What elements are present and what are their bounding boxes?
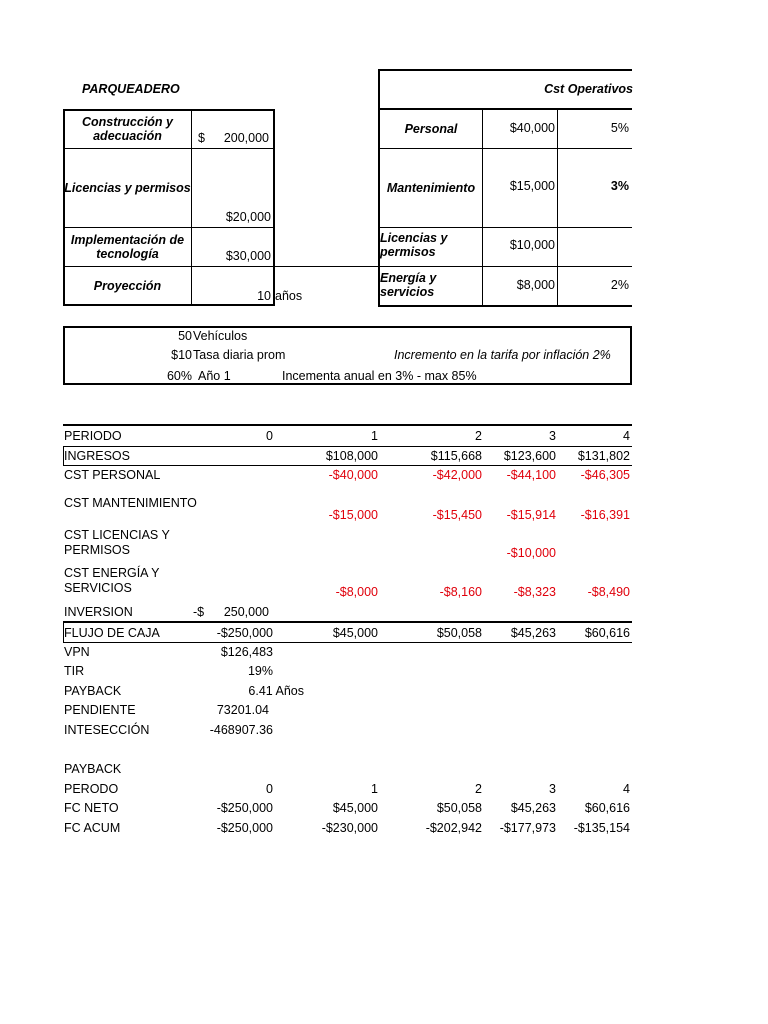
energy-cost-cell: -$8,490: [587, 585, 630, 599]
investment-label: Proyección: [93, 279, 162, 293]
page-title: PARQUEADERO: [82, 82, 180, 96]
occupancy-label: Año 1: [198, 369, 231, 383]
daily-rate-label: Tasa diaria prom: [193, 348, 286, 362]
cost-value: $40,000: [509, 121, 555, 135]
fc-net-cell: $60,616: [584, 801, 630, 815]
vpn-value: $126,483: [220, 645, 273, 659]
occupancy-value: 60%: [166, 369, 192, 383]
tir-value: 19%: [247, 664, 273, 678]
divider: [482, 109, 483, 306]
divider: [63, 446, 632, 447]
cost-label: Energía y servicios: [380, 271, 437, 299]
payback-value: 6.41 Años: [248, 684, 304, 698]
divider: [379, 227, 632, 228]
payback-period-cell: 3: [549, 782, 556, 796]
payback-period-label: PERODO: [64, 782, 119, 796]
currency-symbol: $: [198, 131, 205, 145]
license-cost-label: CST LICENCIAS Y PERMISOS: [64, 528, 170, 557]
investment-label: Implementación de tecnología: [70, 233, 185, 261]
personnel-cost-cell: -$46,305: [580, 468, 630, 482]
fc-net-label: FC NETO: [64, 801, 119, 815]
period-label: PERIODO: [64, 429, 122, 443]
cash-flow-cell: -$250,000: [216, 626, 273, 640]
cost-value: $8,000: [516, 278, 555, 292]
payback-period-cell: 1: [371, 782, 378, 796]
income-cell: $108,000: [325, 449, 378, 463]
investment-prefix: -$: [193, 605, 205, 619]
fc-net-cell: $45,263: [510, 801, 556, 815]
investment-label: INVERSION: [64, 605, 133, 619]
investment-label: Licencias y permisos: [64, 181, 191, 195]
divider: [63, 621, 632, 623]
divider: [63, 465, 632, 466]
fc-acum-cell: -$230,000: [321, 821, 378, 835]
projection-years: 10: [257, 289, 271, 303]
license-cost-cell: -$10,000: [506, 546, 556, 560]
personnel-cost-cell: -$44,100: [506, 468, 556, 482]
tir-label: TIR: [64, 664, 85, 678]
energy-cost-cell: -$8,323: [513, 585, 556, 599]
investment-value: 200,000: [223, 131, 269, 145]
personnel-cost-label: CST PERSONAL: [64, 468, 161, 482]
income-label: INGRESOS: [64, 449, 130, 463]
energy-cost-cell: -$8,000: [335, 585, 378, 599]
projection-unit: años: [275, 289, 303, 303]
maintenance-cost-cell: -$16,391: [580, 508, 630, 522]
cash-flow-cell: $50,058: [436, 626, 482, 640]
slope-value: 73201.04: [216, 703, 269, 717]
inflation-note: Incremento en la tarifa por inflación 2%: [394, 348, 611, 362]
investment-label: Construcción y adecuación: [82, 115, 173, 143]
fc-acum-cell: -$135,154: [573, 821, 630, 835]
fc-net-cell: $45,000: [332, 801, 378, 815]
personnel-cost-cell: -$40,000: [328, 468, 378, 482]
cash-flow-cell: $45,000: [332, 626, 378, 640]
income-cell: $131,802: [577, 449, 630, 463]
fc-acum-cell: -$202,942: [425, 821, 482, 835]
fc-net-cell: -$250,000: [216, 801, 273, 815]
intercept-value: -468907.36: [209, 723, 273, 737]
period-cell: 0: [266, 429, 273, 443]
payback-period-cell: 4: [623, 782, 630, 796]
income-cell: $115,668: [430, 449, 482, 463]
daily-rate-value: $10: [171, 348, 192, 362]
fc-acum-cell: -$177,973: [499, 821, 556, 835]
period-cell: 2: [475, 429, 482, 443]
cost-pct: 3%: [610, 179, 629, 193]
divider: [275, 266, 379, 267]
cash-flow-label: FLUJO DE CAJA: [64, 626, 160, 640]
divider: [63, 424, 632, 426]
cost-label: Mantenimiento: [386, 181, 476, 195]
investment-value: $20,000: [225, 210, 271, 224]
divider: [378, 69, 632, 71]
maintenance-cost-cell: -$15,450: [432, 508, 482, 522]
operating-costs-header: Cst Operativos: [544, 82, 633, 96]
vehicles-value: 50: [178, 329, 192, 343]
vpn-label: VPN: [64, 645, 90, 659]
cash-flow-cell: $45,263: [510, 626, 556, 640]
period-cell: 3: [549, 429, 556, 443]
payback-label: PAYBACK: [64, 684, 122, 698]
payback-title: PAYBACK: [64, 762, 122, 776]
fc-net-cell: $50,058: [436, 801, 482, 815]
period-cell: 4: [623, 429, 630, 443]
maintenance-cost-label: CST MANTENIMIENTO: [64, 496, 197, 510]
fc-acum-label: FC ACUM: [64, 821, 121, 835]
cash-flow-cell: $60,616: [584, 626, 630, 640]
vehicles-label: Vehículos: [193, 329, 248, 343]
cost-value: $15,000: [509, 179, 555, 193]
payback-period-cell: 2: [475, 782, 482, 796]
cost-label: Personal: [404, 121, 458, 136]
income-cell: $123,600: [503, 449, 556, 463]
cost-pct: 2%: [610, 278, 629, 292]
divider: [63, 642, 632, 643]
cost-label: Licencias y permisos: [380, 231, 448, 259]
intercept-label: INTESECCIÓN: [64, 723, 150, 737]
maintenance-cost-cell: -$15,000: [328, 508, 378, 522]
payback-period-cell: 0: [266, 782, 273, 796]
divider: [378, 305, 632, 307]
personnel-cost-cell: -$42,000: [432, 468, 482, 482]
divider: [557, 109, 558, 306]
cost-value: $10,000: [509, 238, 555, 252]
fc-acum-cell: -$250,000: [216, 821, 273, 835]
investment-cell: 250,000: [223, 605, 269, 619]
divider: [379, 266, 632, 267]
investment-value: $30,000: [225, 249, 271, 263]
cost-pct: 5%: [610, 121, 629, 135]
maintenance-cost-cell: -$15,914: [506, 508, 556, 522]
energy-cost-label: CST ENERGÍA Y SERVICIOS: [64, 566, 160, 595]
slope-label: PENDIENTE: [64, 703, 136, 717]
energy-cost-cell: -$8,160: [439, 585, 482, 599]
period-cell: 1: [371, 429, 378, 443]
occupancy-increase-note: Incementa anual en 3% - max 85%: [282, 369, 477, 383]
